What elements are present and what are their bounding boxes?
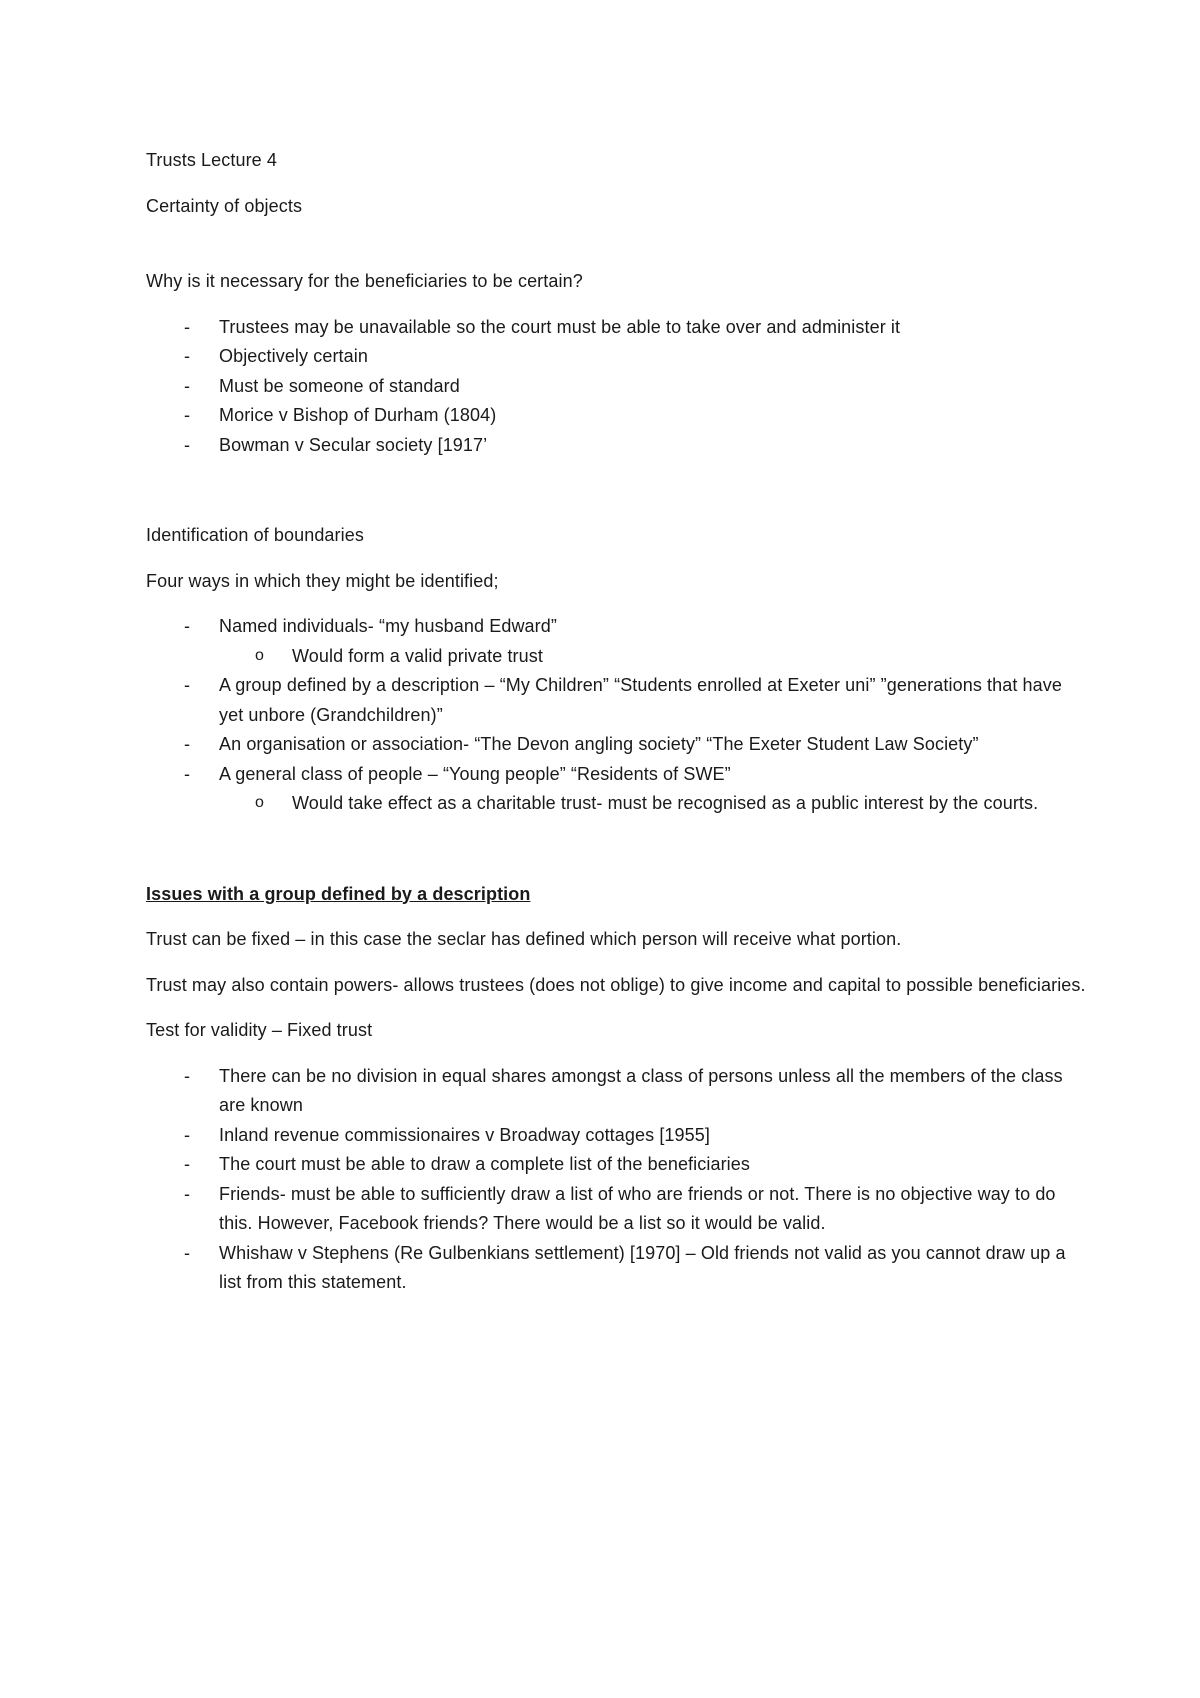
circle-bullet: o bbox=[255, 646, 264, 664]
list-item: - Must be someone of standard bbox=[146, 372, 1086, 402]
dash-bullet: - bbox=[184, 675, 191, 695]
dash-bullet: - bbox=[184, 616, 191, 636]
list-item: - An organisation or association- “The Devon angling society” “The Exeter Student Law Society” bbox=[146, 730, 1086, 760]
section3-paragraph: Trust may also contain powers- allows trustees (does not oblige) to give income and capital to possible beneficiaries. bbox=[146, 974, 1086, 995]
list-item: - Bowman v Secular society [1917’ bbox=[146, 431, 1086, 461]
list-item: - Objectively certain bbox=[146, 342, 1086, 372]
dash-bullet: - bbox=[184, 734, 191, 754]
section2-list bbox=[146, 612, 1086, 819]
dash-bullet: - bbox=[184, 346, 191, 366]
section1-list bbox=[146, 313, 1086, 461]
section3-test-label: Test for validity – Fixed trust bbox=[146, 1020, 373, 1040]
document-body bbox=[146, 146, 1086, 1314]
dash-bullet: - bbox=[184, 316, 191, 337]
list-item: - The court must be able to draw a complete list of the beneficiaries bbox=[146, 1150, 1086, 1180]
dash-bullet: - bbox=[184, 375, 191, 396]
sub-list bbox=[219, 789, 1086, 819]
document-subtitle: Certainty of objects bbox=[146, 195, 303, 216]
list-item: - Morice v Bishop of Durham (1804) bbox=[146, 401, 1086, 431]
dash-bullet: - bbox=[184, 1154, 191, 1174]
dash-bullet: - bbox=[184, 1242, 191, 1263]
section2-intro: Four ways in which they might be identified; bbox=[146, 570, 499, 591]
section3-heading: Issues with a group defined by a description bbox=[146, 883, 531, 904]
circle-bullet: o bbox=[255, 794, 264, 811]
spacer bbox=[146, 476, 1086, 521]
section2-heading: Identification of boundaries bbox=[146, 525, 364, 545]
list-item: - There can be no division in equal shares amongst a class of persons unless all the members of the class are known bbox=[146, 1062, 1086, 1121]
section3-list bbox=[146, 1062, 1086, 1298]
dash-bullet: - bbox=[184, 1183, 191, 1204]
dash-bullet: - bbox=[184, 405, 191, 425]
document-title: Trusts Lecture 4 bbox=[146, 150, 277, 170]
list-item: - A general class of people – “Young people” “Residents of SWE” o Would take effect as a charitable trust- must be recognised as a public interest by the courts. bbox=[146, 760, 1086, 819]
dash-bullet: - bbox=[184, 763, 191, 784]
spacer bbox=[146, 835, 1086, 880]
list-item: - Named individuals- “my husband Edward” o Would form a valid private trust bbox=[146, 612, 1086, 671]
list-item: - Friends- must be able to sufficiently draw a list of who are friends or not. There is no objective way to do this. However, Facebook friends? There would be a list so it would be valid. bbox=[146, 1180, 1086, 1239]
dash-bullet: - bbox=[184, 1124, 191, 1145]
sub-list-item: o Would form a valid private trust bbox=[219, 642, 1086, 672]
list-item: - Trustees may be unavailable so the court must be able to take over and administer it bbox=[146, 313, 1086, 343]
dash-bullet: - bbox=[184, 1065, 191, 1086]
section3-paragraph: Trust can be fixed – in this case the seclar has defined which person will receive what portion. bbox=[146, 929, 902, 949]
list-item: - Inland revenue commissionaires v Broadway cottages [1955] bbox=[146, 1121, 1086, 1151]
list-item: - A group defined by a description – “My Children” “Students enrolled at Exeter uni” ”generations that have yet unbore (Grandchildren)” bbox=[146, 671, 1086, 730]
section1-question: Why is it necessary for the beneficiaries to be certain? bbox=[146, 271, 583, 291]
list-item: - Whishaw v Stephens (Re Gulbenkians settlement) [1970] – Old friends not valid as you cannot draw up a list from this statement. bbox=[146, 1239, 1086, 1298]
sub-list-item: o Would take effect as a charitable trust- must be recognised as a public interest by the courts. bbox=[219, 789, 1086, 819]
dash-bullet: - bbox=[184, 434, 191, 455]
sub-list bbox=[219, 642, 1086, 672]
spacer bbox=[146, 237, 1086, 267]
